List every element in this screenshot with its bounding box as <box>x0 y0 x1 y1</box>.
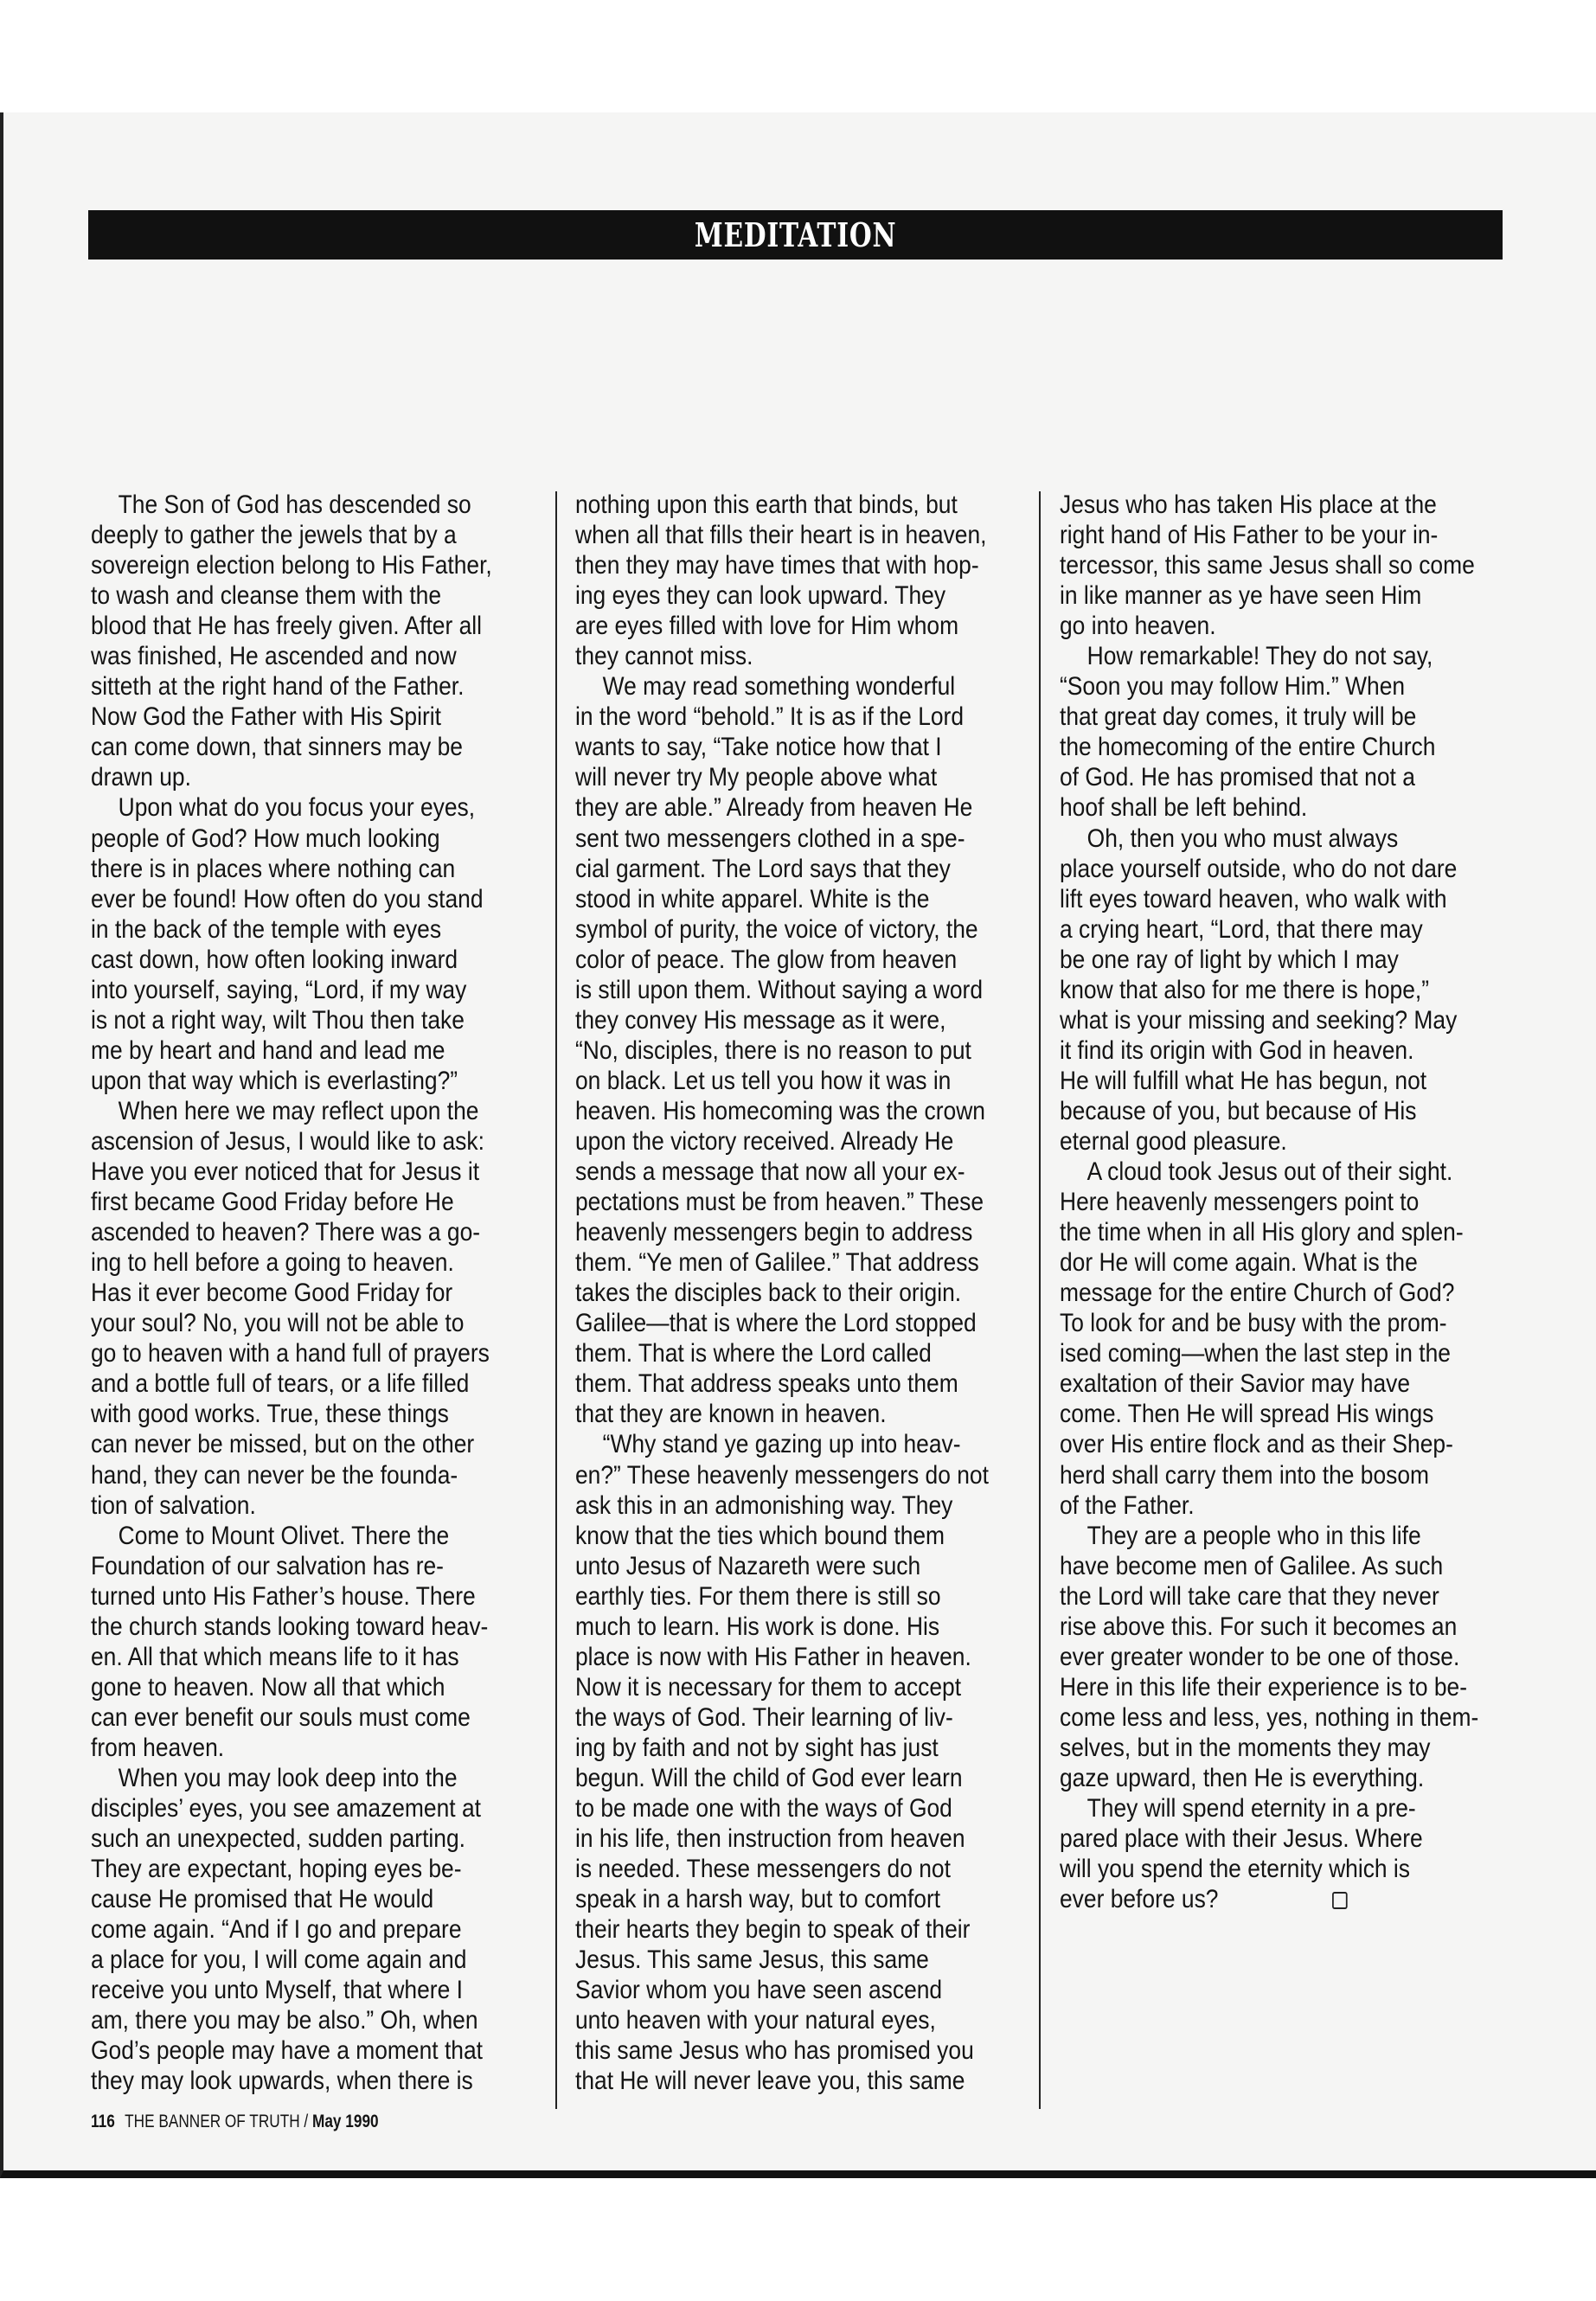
text-line: in the back of the temple with eyes <box>91 914 442 944</box>
text-line: hoof shall be left behind. <box>1060 793 1308 823</box>
text-line: sends a message that now all your ex- <box>575 1157 965 1187</box>
text-line: How remarkable! They do not say, <box>1086 642 1433 671</box>
text-line: place yourself outside, who do not dare <box>1060 854 1458 883</box>
text-line: over His entire flock and as their Shep- <box>1060 1430 1453 1459</box>
text-line: Jesus. This same Jesus, this same <box>575 1945 929 1975</box>
text-line: is needed. These messengers do not <box>575 1855 951 1884</box>
text-line: with good works. True, these things <box>91 1400 449 1429</box>
text-line: know that the ties which bound them <box>575 1521 945 1550</box>
text-line: can never be missed, but on the other <box>91 1430 475 1459</box>
text-line: upon that way which is everlasting?” <box>91 1066 458 1095</box>
text-line: tion of salvation. <box>91 1490 256 1520</box>
text-line: them. “Ye men of Galilee.” That address <box>575 1248 979 1278</box>
text-line: place is now with His Father in heaven. <box>575 1642 971 1671</box>
text-line: We may read something wonderful <box>602 672 956 702</box>
page-footer <box>91 2112 379 2132</box>
publication-name: THE BANNER OF TRUTH / <box>125 2112 309 2131</box>
text-line: in his life, then instruction from heaven <box>575 1824 965 1854</box>
text-line: am, there you may be also.” Oh, when <box>91 2006 478 2035</box>
text-line: me by heart and hand and lead me <box>91 1035 445 1065</box>
text-line: ascended to heaven? There was a go- <box>91 1218 481 1247</box>
text-line: ascension of Jesus, I would like to ask: <box>91 1126 484 1156</box>
text-line: what is your missing and seeking? May <box>1060 1005 1458 1035</box>
text-line: come again. “And if I go and prepare <box>91 1915 462 1945</box>
paragraph <box>91 792 525 1095</box>
text-line: come. Then He will spread His wings <box>1060 1400 1434 1429</box>
text-line: go to heaven with a hand full of prayers <box>91 1339 490 1368</box>
text-line: The Son of God has descended so <box>118 490 471 519</box>
text-line: Galilee—that is where the Lord stopped <box>575 1309 977 1338</box>
text-line: herd shall carry them into the bosom <box>1060 1460 1430 1490</box>
text-line: lift eyes toward heaven, who walk with <box>1060 884 1447 913</box>
text-line: cause He promised that He would <box>91 1885 434 1914</box>
text-line: this same Jesus who has promised you <box>575 2036 974 2066</box>
text-line: Have you ever noticed that for Jesus it <box>91 1157 480 1187</box>
text-line: takes the disciples back to their origin. <box>575 1279 962 1308</box>
text-line: ever greater wonder to be one of those. <box>1060 1642 1460 1671</box>
text-line: He will fulfill what He has begun, not <box>1060 1066 1427 1095</box>
text-line: eternal good pleasure. <box>1060 1126 1287 1156</box>
text-line: they convey His message as it were, <box>575 1005 946 1035</box>
text-line: when all that fills their heart is in heaven, <box>575 521 987 550</box>
text-line: color of peace. The glow from heaven <box>575 945 958 974</box>
text-line: such an unexpected, sudden parting. <box>91 1824 465 1854</box>
text-line: of the Father. <box>1060 1490 1195 1520</box>
text-line: people of God? How much looking <box>91 824 440 853</box>
section-title: MEDITATION <box>694 215 897 254</box>
text-line: en. All that which means life to it has <box>91 1642 459 1671</box>
text-line: they are able.” Already from heaven He <box>575 793 973 823</box>
text-line: because of you, but because of His <box>1060 1096 1417 1125</box>
text-line: Jesus who has taken His place at the <box>1060 490 1437 519</box>
text-line: heavenly messengers begin to address <box>575 1218 973 1247</box>
issue-date: May 1990 <box>312 2112 379 2131</box>
text-line: “Soon you may follow Him.” When <box>1060 672 1406 702</box>
text-line: Has it ever become Good Friday for <box>91 1279 453 1308</box>
text-line: deeply to gather the jewels that by a <box>91 521 457 550</box>
text-line: They are expectant, hoping eyes be- <box>91 1855 462 1884</box>
text-line: drawn up. <box>91 763 191 792</box>
text-line: a crying heart, “Lord, that there may <box>1060 914 1423 944</box>
text-line: the time when in all His glory and splen- <box>1060 1218 1464 1247</box>
paragraph <box>1060 1157 1494 1521</box>
text-line: hand, they can never be the founda- <box>91 1460 458 1490</box>
text-line: Here in this life their experience is to be- <box>1060 1672 1468 1702</box>
text-line: ever be found! How often do you stand <box>91 884 484 913</box>
text-line: and a bottle full of tears, or a life filled <box>91 1369 470 1399</box>
text-line: can ever benefit our souls must come <box>91 1702 471 1732</box>
text-line: ing to hell before a going to heaven. <box>91 1248 454 1278</box>
text-line: sovereign election belong to His Father, <box>91 551 492 580</box>
article-column-3 <box>1060 490 1494 1914</box>
text-line: much to learn. His work is done. His <box>575 1612 940 1641</box>
text-line: Now God the Father with His Spirit <box>91 702 441 732</box>
text-line: ised coming—when the last step in the <box>1060 1339 1451 1368</box>
text-line: there is in places where nothing can <box>91 854 456 883</box>
text-line: them. That is where the Lord called <box>575 1339 932 1368</box>
text-line: pared place with their Jesus. Where <box>1060 1824 1423 1854</box>
text-line: message for the entire Church of God? <box>1060 1279 1455 1308</box>
text-line: en?” These heavenly messengers do not <box>575 1460 989 1490</box>
text-line: their hearts they begin to speak of their <box>575 1915 971 1945</box>
article-column-2 <box>575 490 1010 2096</box>
text-line: selves, but in the moments they may <box>1060 1733 1431 1762</box>
text-line: begun. Will the child of God ever learn <box>575 1763 963 1792</box>
paragraph <box>575 490 1010 671</box>
text-line: gaze upward, then He is everything. <box>1060 1763 1425 1792</box>
text-line: symbol of purity, the voice of victory, the <box>575 914 978 944</box>
text-line: They are a people who in this life <box>1086 1521 1421 1550</box>
text-line: it find its origin with God in heaven. <box>1060 1035 1414 1065</box>
text-line: gone to heaven. Now all that which <box>91 1672 445 1702</box>
text-line: sitteth at the right hand of the Father. <box>91 672 465 702</box>
text-line: first became Good Friday before He <box>91 1188 454 1217</box>
text-line: the homecoming of the entire Church <box>1060 733 1436 762</box>
paragraph <box>91 1521 525 1763</box>
text-line: upon the victory received. Already He <box>575 1126 954 1156</box>
text-line: unto Jesus of Nazareth were such <box>575 1551 921 1580</box>
text-line: pectations must be from heaven.” These <box>575 1188 984 1217</box>
text-line: dor He will come again. What is the <box>1060 1248 1418 1278</box>
text-line: to be made one with the ways of God <box>575 1794 952 1823</box>
text-line: Foundation of our salvation has re- <box>91 1551 444 1580</box>
text-line: cial garment. The Lord says that they <box>575 854 951 883</box>
paragraph <box>575 671 1010 1429</box>
text-line: When you may look deep into the <box>118 1763 458 1792</box>
text-line: Here heavenly messengers point to <box>1060 1188 1420 1217</box>
text-line: When here we may reflect upon the <box>118 1096 479 1125</box>
text-line: right hand of His Father to be your in- <box>1060 521 1439 550</box>
text-line: sent two messengers clothed in a spe- <box>575 824 965 853</box>
text-line: ing eyes they can look upward. They <box>575 581 946 611</box>
page-number: 116 <box>91 2112 115 2131</box>
text-line: is not a right way, wilt Thou then take <box>91 1005 465 1035</box>
text-line: that they are known in heaven. <box>575 1400 887 1429</box>
text-line: the church stands looking toward heav- <box>91 1612 489 1641</box>
text-line: They will spend eternity in a pre- <box>1086 1794 1416 1823</box>
text-line: they cannot miss. <box>575 642 753 671</box>
paragraph <box>91 1096 525 1521</box>
text-line: exaltation of their Savior may have <box>1060 1369 1411 1399</box>
text-line: be one ray of light by which I may <box>1060 945 1399 974</box>
text-line: ever before us? <box>1060 1884 1494 1914</box>
text-line: go into heaven. <box>1060 612 1216 641</box>
text-line: disciples’ eyes, you see amazement at <box>91 1794 481 1823</box>
text-line: Oh, then you who must always <box>1086 824 1399 853</box>
paragraph <box>1060 824 1494 1157</box>
text-line: that He will never leave you, this same <box>575 2067 965 2096</box>
text-line: the ways of God. Their learning of liv- <box>575 1702 953 1732</box>
text-line: from heaven. <box>91 1733 225 1762</box>
paragraph <box>1060 1521 1494 1793</box>
text-line: wants to say, “Take notice how that I <box>575 733 942 762</box>
paragraph <box>1060 1793 1494 1914</box>
text-line: know that also for me there is hope,” <box>1060 975 1430 1004</box>
text-line: come less and less, yes, nothing in them- <box>1060 1702 1479 1732</box>
text-line: earthly ties. For them there is still so <box>575 1581 941 1611</box>
text-line: unto heaven with your natural eyes, <box>575 2006 936 2035</box>
text-line: nothing upon this earth that binds, but <box>575 490 958 519</box>
text-line: rise above this. For such it becomes an <box>1060 1612 1458 1641</box>
text-line: in the word “behold.” It is as if the Lord <box>575 702 965 732</box>
text-line: receive you unto Myself, that where I <box>91 1976 463 2005</box>
text-line: that great day comes, it truly will be <box>1060 702 1417 732</box>
text-line: have become men of Galilee. As such <box>1060 1551 1444 1580</box>
text-line: to wash and cleanse them with the <box>91 581 442 611</box>
paragraph <box>1060 490 1494 641</box>
text-line: your soul? No, you will not be able to <box>91 1309 465 1338</box>
text-line: Now it is necessary for them to accept <box>575 1672 962 1702</box>
text-line: To look for and be busy with the prom- <box>1060 1309 1447 1338</box>
text-line: ask this in an admonishing way. They <box>575 1490 953 1520</box>
section-banner <box>88 210 1503 260</box>
text-line: Come to Mount Olivet. There the <box>118 1521 450 1550</box>
text-line: they may look upwards, when there is <box>91 2067 473 2096</box>
text-line: “No, disciples, there is no reason to put <box>575 1035 971 1065</box>
text-line: God’s people may have a moment that <box>91 2036 483 2066</box>
end-of-article-square-icon <box>1332 1892 1348 1909</box>
text-line: then they may have times that with hop- <box>575 551 979 580</box>
paragraph <box>91 490 525 792</box>
text-line: on black. Let us tell you how it was in <box>575 1066 952 1095</box>
text-line: them. That address speaks unto them <box>575 1369 958 1399</box>
text-line: of God. He has promised that not a <box>1060 763 1415 792</box>
text-line: a place for you, I will come again and <box>91 1945 467 1975</box>
text-line: stood in white apparel. White is the <box>575 884 930 913</box>
text-line: is still upon them. Without saying a word <box>575 975 984 1004</box>
text-line: can come down, that sinners may be <box>91 733 463 762</box>
text-line: will never try My people above what <box>575 763 938 792</box>
article-column-1 <box>91 490 525 2096</box>
text-line: turned unto His Father’s house. There <box>91 1581 476 1611</box>
text-line: speak in a harsh way, but to comfort <box>575 1885 941 1914</box>
text-line: will you spend the eternity which is <box>1060 1855 1411 1884</box>
text-line: heaven. His homecoming was the crown <box>575 1096 985 1125</box>
text-line: are eyes filled with love for Him whom <box>575 612 959 641</box>
text-line: in like manner as ye have seen Him <box>1060 581 1422 611</box>
text-line: cast down, how often looking inward <box>91 945 458 974</box>
text-line: “Why stand ye gazing up into heav- <box>602 1430 961 1459</box>
text-line: tercessor, this same Jesus shall so come <box>1060 551 1475 580</box>
text-line: Upon what do you focus your eyes, <box>118 793 476 823</box>
column-divider <box>555 491 557 2109</box>
column-divider <box>1039 491 1041 2109</box>
paragraph <box>575 1429 1010 2096</box>
text-line: blood that He has freely given. After all <box>91 612 483 641</box>
paragraph <box>91 1763 525 2097</box>
text-line: was finished, He ascended and now <box>91 642 457 671</box>
text-line: into yourself, saying, “Lord, if my way <box>91 975 467 1004</box>
text-line: ing by faith and not by sight has just <box>575 1733 939 1762</box>
text-line: Savior whom you have seen ascend <box>575 1976 943 2005</box>
text-line: the Lord will take care that they never <box>1060 1581 1439 1611</box>
paragraph <box>1060 641 1494 823</box>
text-line: A cloud took Jesus out of their sight. <box>1086 1157 1453 1187</box>
